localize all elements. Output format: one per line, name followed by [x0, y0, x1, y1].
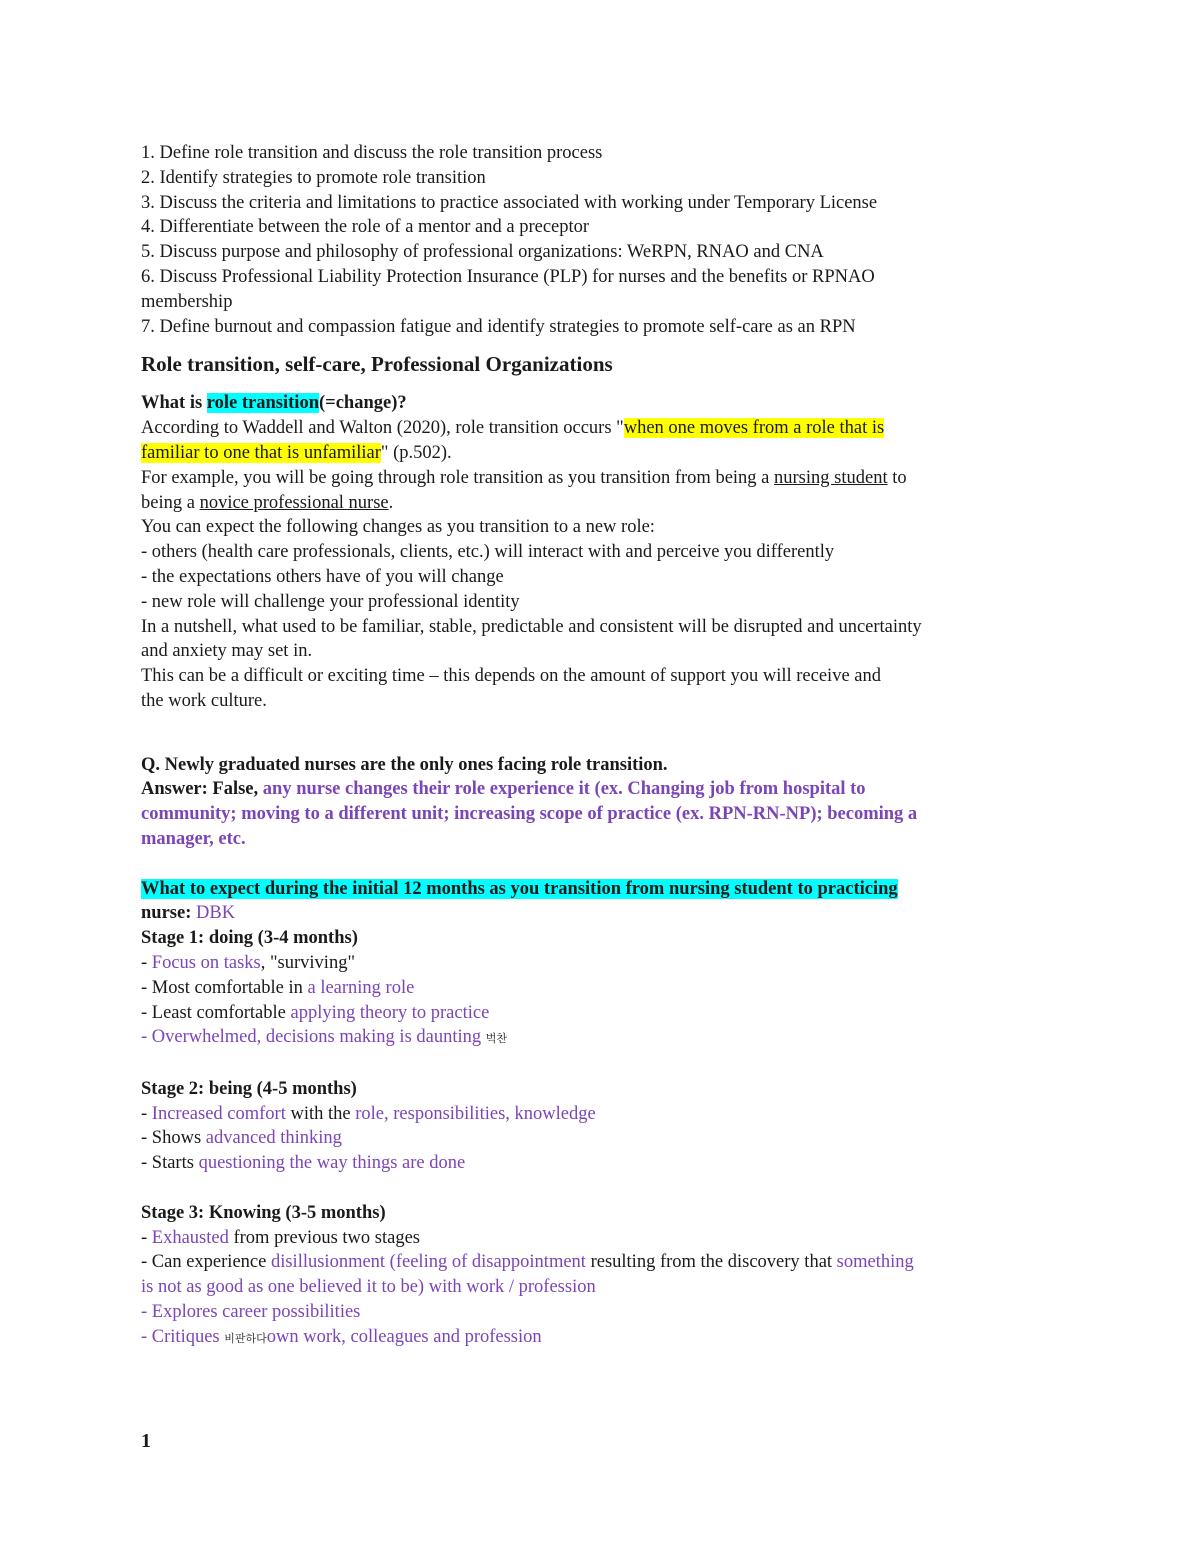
- stage-item: - Exhausted from previous two stages: [141, 1227, 420, 1248]
- stage-item-text: Least comfortable: [151, 1002, 291, 1023]
- stage-item-text: , "surviving": [260, 952, 355, 973]
- stage-item: - Critiques 비판하다own work, colleagues and profession: [141, 1326, 542, 1347]
- stage-item-highlight: Overwhelmed, decisions making is daunting: [151, 1027, 482, 1048]
- citation: " (p.502).: [380, 442, 452, 463]
- stage-item-highlight: Increased comfort: [151, 1103, 286, 1124]
- stage-item: - Can experience disillusionment (feeling of disappointment resulting from the discovery that something: [141, 1252, 914, 1273]
- definition-text: According to Waddell and Walton (2020), role transition occurs ": [141, 418, 624, 439]
- answer-line-2: community; moving to a different unit; increasing scope of practice (ex. RPN-RN-NP); becoming a: [141, 804, 918, 825]
- stage-item: - Increased comfort with the role, responsibilities, knowledge: [141, 1103, 596, 1124]
- stage-item: - Explores career possibilities: [141, 1302, 361, 1323]
- example-text: to: [887, 467, 907, 488]
- objective-item: membership: [141, 291, 233, 312]
- stage-item-highlight: advanced thinking: [205, 1128, 342, 1149]
- korean-annotation: 벅찬: [485, 1033, 508, 1046]
- objective-item: 6. Discuss Professional Liability Protection Insurance (PLP) for nurses and the benefits or RPNAO: [141, 266, 875, 287]
- stage-item-highlight: Explores career possibilities: [151, 1302, 361, 1323]
- dbk-tag: DBK: [191, 903, 236, 924]
- objective-item: 1. Define role transition and discuss the role transition process: [141, 143, 603, 163]
- stage-item: - Overwhelmed, decisions making is daunting 벅찬: [141, 1027, 508, 1048]
- example-line-1: [141, 466, 1061, 491]
- highlight-quote: familiar to one that is unfamiliar: [141, 442, 381, 463]
- stage-item-highlight: disillusionment (feeling of disappointment: [270, 1252, 586, 1273]
- spacer: [141, 1052, 1061, 1077]
- stage-2-title: Stage 2: being (4-5 months): [141, 1078, 357, 1099]
- highlight-heading: What to expect during the initial 12 months as you transition from nursing student to practicing: [141, 878, 898, 899]
- spacer: [141, 714, 1061, 739]
- underlined-term: novice professional nurse: [199, 492, 389, 513]
- underlined-term: nursing student: [774, 467, 888, 488]
- what-is-question: [141, 391, 1061, 416]
- stage-item-highlight: questioning the way things are done: [198, 1153, 466, 1174]
- stage-item-text: Shows: [151, 1128, 206, 1149]
- paragraph-line: This can be a difficult or exciting time – this depends on the amount of support you will receive and: [141, 666, 881, 687]
- paragraph-line: - new role will challenge your professional identity: [141, 591, 520, 612]
- objective-item: 5. Discuss purpose and philosophy of professional organizations: WeRPN, RNAO and CNA: [141, 242, 824, 263]
- spacer: [141, 739, 1061, 753]
- page-content: [141, 141, 1061, 1352]
- spacer: [141, 852, 1061, 877]
- example-line-2: [141, 491, 1061, 516]
- stage-item-text: Starts: [151, 1153, 199, 1174]
- answer-label: Answer:: [141, 779, 208, 800]
- stage-item-continued: is not as good as one believed it to be) with work / profession: [141, 1277, 596, 1298]
- stage-item-text: with the: [285, 1103, 356, 1124]
- stage-item: - Least comfortable applying theory to practice: [141, 1002, 490, 1023]
- paragraph-line: and anxiety may set in.: [141, 641, 313, 662]
- stage-item-highlight: a learning role: [307, 977, 415, 998]
- korean-annotation: 비판하다: [224, 1332, 267, 1345]
- stage-item: - Most comfortable in a learning role: [141, 977, 415, 998]
- what-is-post: (=change)?: [319, 393, 407, 414]
- page-number: 1: [141, 1430, 151, 1452]
- stage-item-highlight: role, responsibilities, knowledge: [355, 1103, 596, 1124]
- what-is-pre: What is: [141, 393, 207, 414]
- example-text: being a: [141, 492, 200, 513]
- stage-item-highlight: Critiques: [151, 1326, 220, 1347]
- stage-3-title: Stage 3: Knowing (3-5 months): [141, 1202, 386, 1223]
- stage-item-highlight: own work, colleagues and profession: [266, 1326, 542, 1347]
- stage-item: - Shows advanced thinking: [141, 1128, 342, 1149]
- expect-heading-line-2: [141, 901, 1061, 926]
- section-heading: Role transition, self-care, Professional Organizations: [141, 352, 613, 377]
- objective-item: 2. Identify strategies to promote role transition: [141, 167, 486, 188]
- stage-1-title: Stage 1: doing (3-4 months): [141, 928, 358, 949]
- paragraph-line: You can expect the following changes as you transition to a new role:: [141, 517, 655, 538]
- stage-item-text: resulting from the discovery that: [585, 1252, 837, 1273]
- objectives-list: [141, 141, 1061, 339]
- highlight-term: role transition: [206, 393, 319, 414]
- paragraph-line: In a nutshell, what used to be familiar, stable, predictable and consistent will be disrupted and uncertainty: [141, 616, 922, 637]
- stage-item-highlight: something: [836, 1252, 914, 1273]
- paragraph-line: - others (health care professionals, clients, etc.) will interact with and perceive you differently: [141, 542, 835, 563]
- stage-item: - Starts questioning the way things are done: [141, 1153, 466, 1174]
- stage-item-text: Can experience: [151, 1252, 271, 1273]
- stage-item-highlight: Exhausted: [151, 1227, 229, 1248]
- question: Q. Newly graduated nurses are the only ones facing role transition.: [141, 754, 668, 775]
- spacer: [141, 1176, 1061, 1201]
- changes-list: [141, 515, 1061, 713]
- definition-line-1: [141, 416, 1061, 441]
- definition-line-2: [141, 441, 1061, 466]
- answer-explanation: any nurse changes their role experience it (ex. Changing job from hospital to: [262, 779, 866, 800]
- example-text: .: [388, 492, 394, 513]
- stage-item-text: Most comfortable in: [151, 977, 308, 998]
- answer-value: False,: [207, 779, 263, 800]
- highlight-quote: when one moves from a role that is: [623, 418, 885, 439]
- stage-item-highlight: Focus on tasks: [151, 952, 261, 973]
- stage-item-highlight: applying theory to practice: [290, 1002, 490, 1023]
- stage-item-text: from previous two stages: [228, 1227, 420, 1248]
- answer-line-1: [141, 777, 1061, 802]
- objective-item: 7. Define burnout and compassion fatigue and identify strategies to promote self-care as an RPN: [141, 316, 856, 337]
- expect-heading-line-1: [141, 877, 1061, 902]
- expect-heading-text: nurse:: [141, 903, 192, 924]
- example-text: For example, you will be going through role transition as you transition from being a: [141, 467, 775, 488]
- objective-item: 3. Discuss the criteria and limitations to practice associated with working under Temporary License: [141, 192, 878, 213]
- paragraph-line: the work culture.: [141, 690, 267, 711]
- paragraph-line: - the expectations others have of you will change: [141, 566, 504, 587]
- stage-item: - Focus on tasks, "surviving": [141, 952, 355, 973]
- objective-item: 4. Differentiate between the role of a mentor and a preceptor: [141, 217, 590, 238]
- answer-line-3: manager, etc.: [141, 828, 246, 849]
